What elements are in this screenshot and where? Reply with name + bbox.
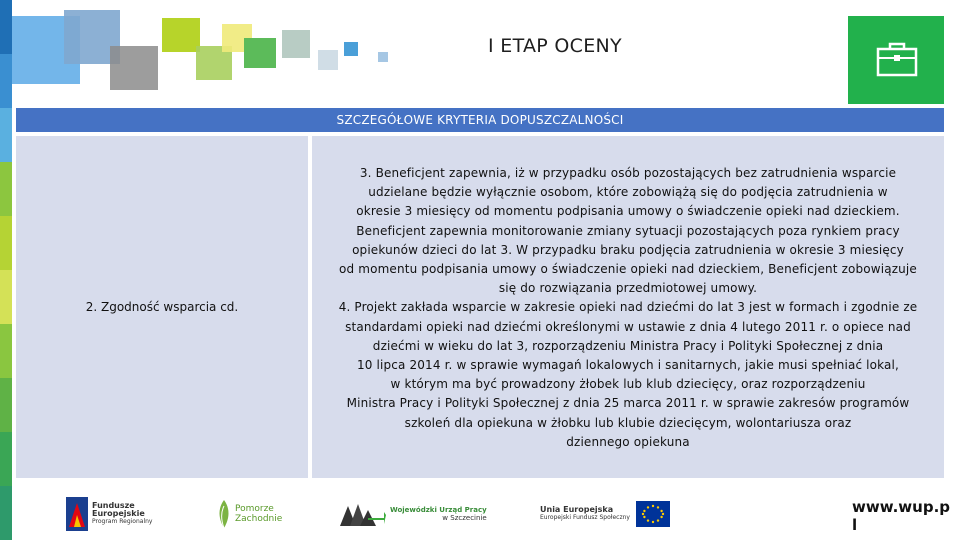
website-url[interactable] [846,498,960,540]
website-url-line: l [852,516,858,534]
description-line: się do rozwiązania przedmiotowej umowy. [498,281,758,296]
briefcase-icon [876,40,918,78]
logo-wup-szczecin [338,496,487,532]
description-line: 3. Beneficjent zapewnia, iż w przypadku osób pozostających bez zatrudnienia wsparcie [359,166,897,180]
criteria-table [14,106,946,480]
description-line: 4. Projekt zakłada wsparcie w zakresie opieki nad dziećmi do lat 3 jest w formach i zgodnie ze [338,300,918,315]
logo4-line: Europejski Fundusz Społeczny [540,514,630,521]
logo2-line: Pomorze [235,504,274,514]
logo3-line: w Szczecinie [442,514,487,522]
description-line: od momentu podpisania umowy o świadczenie opieki nad dzieckiem, Beneficjent zobowiązuje [339,262,917,277]
description-cell [310,134,946,480]
logo-fundusze-europejskie [66,496,152,532]
logo4-line: Unia Europejska [540,505,614,514]
description-line: okresie 3 miesięcy od momentu podpisania umowy o świadczenie opieki nad dzieckiem. [356,204,900,219]
eu-flag-icon [636,501,670,527]
briefcase-badge [848,16,944,104]
description-line: Ministra Pracy i Polityki Społecznej z dnia 25 marca 2011 r. w sprawie zakresów programów [346,396,910,411]
description-line: Beneficjent zapewnia monitorowanie zmiany sytuacji pozostających poza rynkiem pracy [356,223,900,238]
footer-logos [0,490,960,540]
description-line: w którym ma być prowadzony żłobek lub klub dziecięcy, oraz rozporządzeniu [390,377,866,392]
logo3-line: Wojewódzki Urząd Pracy [390,506,487,514]
pomorze-leaf-icon [216,498,232,530]
wup-emblem-icon [338,498,386,530]
page-title: I ETAP OCENY [488,35,622,57]
description-line: opiekunów dzieci do lat 3. W przypadku braku podjęcia zatrudnienia w okresie 3 miesięcy [352,242,904,257]
logo1-line: Fundusze [92,501,135,510]
left-color-strip [0,0,12,540]
description-line: udzielane będzie wyłącznie osobom, które zobowiążą się do podjęcia zatrudnienia w [368,185,888,200]
description-line: dziećmi w wieku do lat 3, rozporządzeniu Ministra Pracy i Polityki Społecznej z dnia [372,338,884,353]
description-line: standardami opieki nad dziećmi określonymi w ustawie z dnia 4 lutego 2011 r. o opiece nad [345,319,911,334]
criterion-cell [14,134,310,480]
table-header-label: SZCZEGÓŁOWE KRYTERIA DOPUSZCZALNOŚCI [336,113,624,127]
table-header [14,106,946,134]
logo-unia-europejska [540,496,670,532]
description-line: 10 lipca 2014 r. w sprawie wymagań lokalowych i sanitarnych, jakie musi spełniać lokal, [356,358,900,373]
criterion-label: 2. Zgodność wsparcia cd. [85,300,239,314]
logo1-line: Program Regionalny [92,518,153,525]
logo1-line: Europejskie [92,509,145,518]
description-line: szkoleń dla opiekuna w żłobku lub klubie dziecięcym, wolontariusza oraz [404,415,852,430]
website-url-line: www.wup.p [852,498,951,516]
logo2-line: Zachodnie [235,514,283,524]
logo-pomorze-zachodnie [216,496,282,532]
fundusze-europejskie-icon [66,497,88,531]
description-line: dziennego opiekuna [566,434,690,449]
